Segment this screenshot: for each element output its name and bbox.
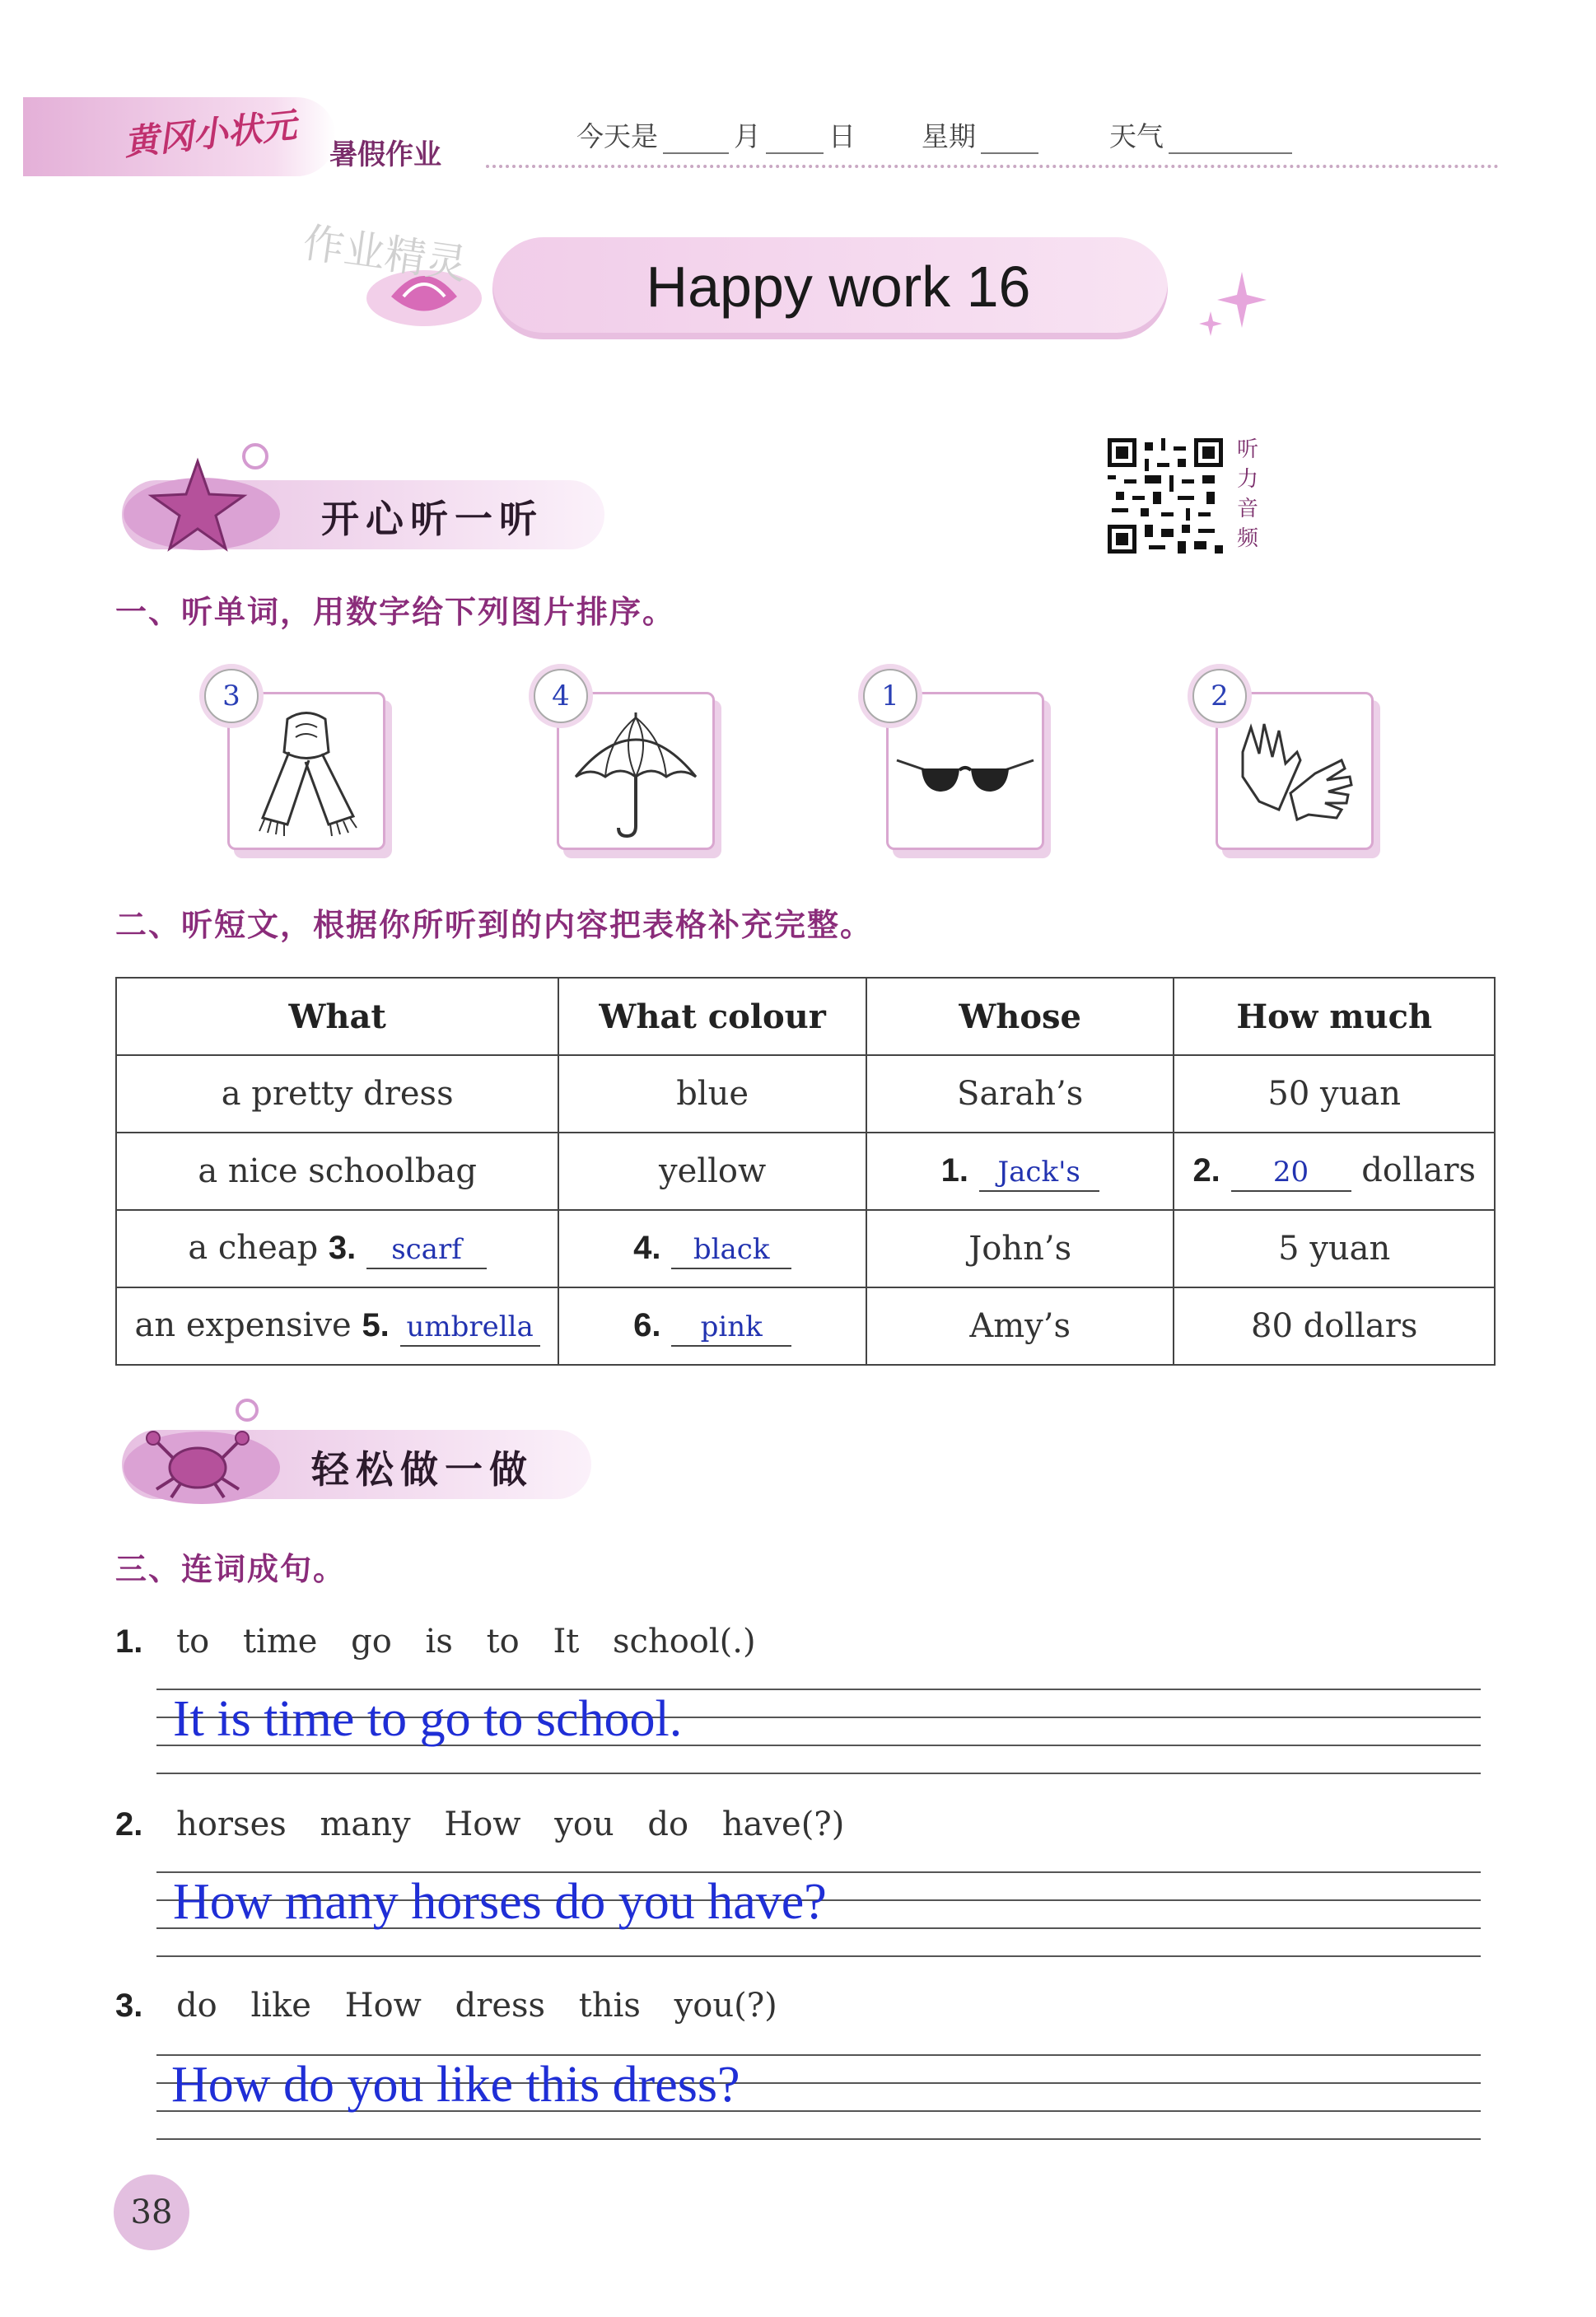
answer-blank[interactable]: 20 xyxy=(1231,1154,1351,1192)
qr-code[interactable] xyxy=(1108,438,1223,554)
cell-colour xyxy=(558,1210,866,1287)
day-blank[interactable] xyxy=(766,124,824,154)
day-label: 日 xyxy=(828,120,856,152)
answer-blank[interactable]: scarf xyxy=(366,1231,487,1269)
answer-blank[interactable]: pink xyxy=(671,1309,791,1347)
table-row xyxy=(116,1055,1495,1133)
table-row xyxy=(116,1133,1495,1210)
do-section-title: 轻松做一做 xyxy=(311,1447,534,1492)
blank-number: 3. xyxy=(328,1229,357,1266)
cell-colour: blue xyxy=(558,1055,866,1133)
scrambled-words: do like How dress this you(?) xyxy=(176,1987,777,2025)
item-number: 3. xyxy=(115,1988,143,2024)
answer-lines[interactable] xyxy=(156,1689,1481,1779)
price-unit: dollars xyxy=(1361,1151,1477,1189)
crab-icon xyxy=(115,1392,280,1516)
cell-what xyxy=(116,1287,558,1365)
weekday-blank[interactable] xyxy=(981,124,1038,154)
blank-number: 5. xyxy=(362,1306,390,1343)
what-prefix: a cheap xyxy=(188,1228,319,1267)
blank-number: 6. xyxy=(633,1306,661,1343)
cell-colour xyxy=(558,1287,866,1365)
cell-whose xyxy=(866,1133,1174,1210)
answer-blank[interactable]: Jack's xyxy=(979,1154,1099,1192)
watermark: 作业精灵 xyxy=(300,218,470,289)
cell-whose: Amy’s xyxy=(866,1287,1174,1365)
scarf-icon xyxy=(230,694,383,848)
table-row xyxy=(116,1287,1495,1365)
column-header: How much xyxy=(1174,978,1495,1055)
month-label: 月 xyxy=(734,120,761,152)
scrambled-words: horses many How you do have(?) xyxy=(176,1805,845,1843)
picture-card-scarf xyxy=(227,692,385,850)
picture-card-sunglasses xyxy=(886,692,1044,850)
q2-heading: 二、听短文，根据你所听到的内容把表格补充完整。 xyxy=(115,907,874,943)
weekday-label: 星期 xyxy=(922,120,976,152)
qr-label: 听力音频 xyxy=(1236,437,1258,551)
picture-card-gloves xyxy=(1216,692,1374,850)
cell-whose: John’s xyxy=(866,1210,1174,1287)
handwritten-answer: It is time to go to school. xyxy=(173,1691,683,1747)
blank-number: 4. xyxy=(633,1229,661,1266)
scrambled-words: to time go is to It school(.) xyxy=(176,1623,756,1661)
cell-what: a nice schoolbag xyxy=(116,1133,558,1210)
column-header: Whose xyxy=(866,978,1174,1055)
answer-table xyxy=(115,977,1496,1366)
sentence-item xyxy=(115,1805,844,1843)
cell-price xyxy=(1174,1133,1495,1210)
handwritten-answer: How many horses do you have? xyxy=(173,1874,827,1930)
sentence-item xyxy=(115,1623,756,1661)
weather-blank[interactable] xyxy=(1169,124,1292,154)
blank-number: 1. xyxy=(940,1151,968,1189)
answer-badge: 3 xyxy=(204,669,259,723)
cell-colour: yellow xyxy=(558,1133,866,1210)
page-number: 38 xyxy=(114,2175,189,2250)
column-header: What xyxy=(116,978,558,1055)
picture-card-umbrella xyxy=(557,692,715,850)
handwritten-answer: How do you like this dress? xyxy=(171,2057,740,2113)
table-header-row xyxy=(116,978,1495,1055)
item-number: 2. xyxy=(115,1806,143,1843)
cell-what xyxy=(116,1210,558,1287)
brand-logo: 黄冈小状元 xyxy=(122,105,299,163)
q3-heading: 三、连词成句。 xyxy=(115,1551,347,1587)
date-line xyxy=(576,115,1297,154)
sparkle-icon xyxy=(1194,264,1268,338)
starfish-icon xyxy=(115,438,280,562)
sunglasses-icon xyxy=(889,694,1042,848)
answer-lines[interactable] xyxy=(156,2054,1481,2145)
sentence-item xyxy=(115,1987,777,2025)
month-blank[interactable] xyxy=(663,124,729,154)
book-subtitle: 暑假作业 xyxy=(329,138,441,171)
blank-number: 2. xyxy=(1192,1151,1220,1189)
cell-what: a pretty dress xyxy=(116,1055,558,1133)
answer-badge: 2 xyxy=(1192,669,1247,723)
q1-heading: 一、听单词，用数字给下列图片排序。 xyxy=(115,594,676,630)
gloves-icon xyxy=(1218,694,1371,848)
umbrella-icon xyxy=(559,694,712,848)
listen-section-title: 开心听一听 xyxy=(321,497,544,541)
answer-badge: 1 xyxy=(863,669,917,723)
what-prefix: an expensive xyxy=(134,1306,352,1344)
cell-price: 80 dollars xyxy=(1174,1287,1495,1365)
answer-badge: 4 xyxy=(534,669,588,723)
page-title: Happy work 16 xyxy=(646,255,1031,319)
column-header: What colour xyxy=(558,978,866,1055)
cell-price: 5 yuan xyxy=(1174,1210,1495,1287)
header-divider xyxy=(486,165,1499,168)
cell-whose: Sarah’s xyxy=(866,1055,1174,1133)
answer-blank[interactable]: umbrella xyxy=(400,1309,540,1347)
table-row xyxy=(116,1210,1495,1287)
cell-price: 50 yuan xyxy=(1174,1055,1495,1133)
answer-lines[interactable] xyxy=(156,1871,1481,1962)
weather-label: 天气 xyxy=(1109,120,1164,152)
answer-blank[interactable]: black xyxy=(671,1231,791,1269)
item-number: 1. xyxy=(115,1623,143,1660)
date-prefix: 今天是 xyxy=(576,120,658,152)
